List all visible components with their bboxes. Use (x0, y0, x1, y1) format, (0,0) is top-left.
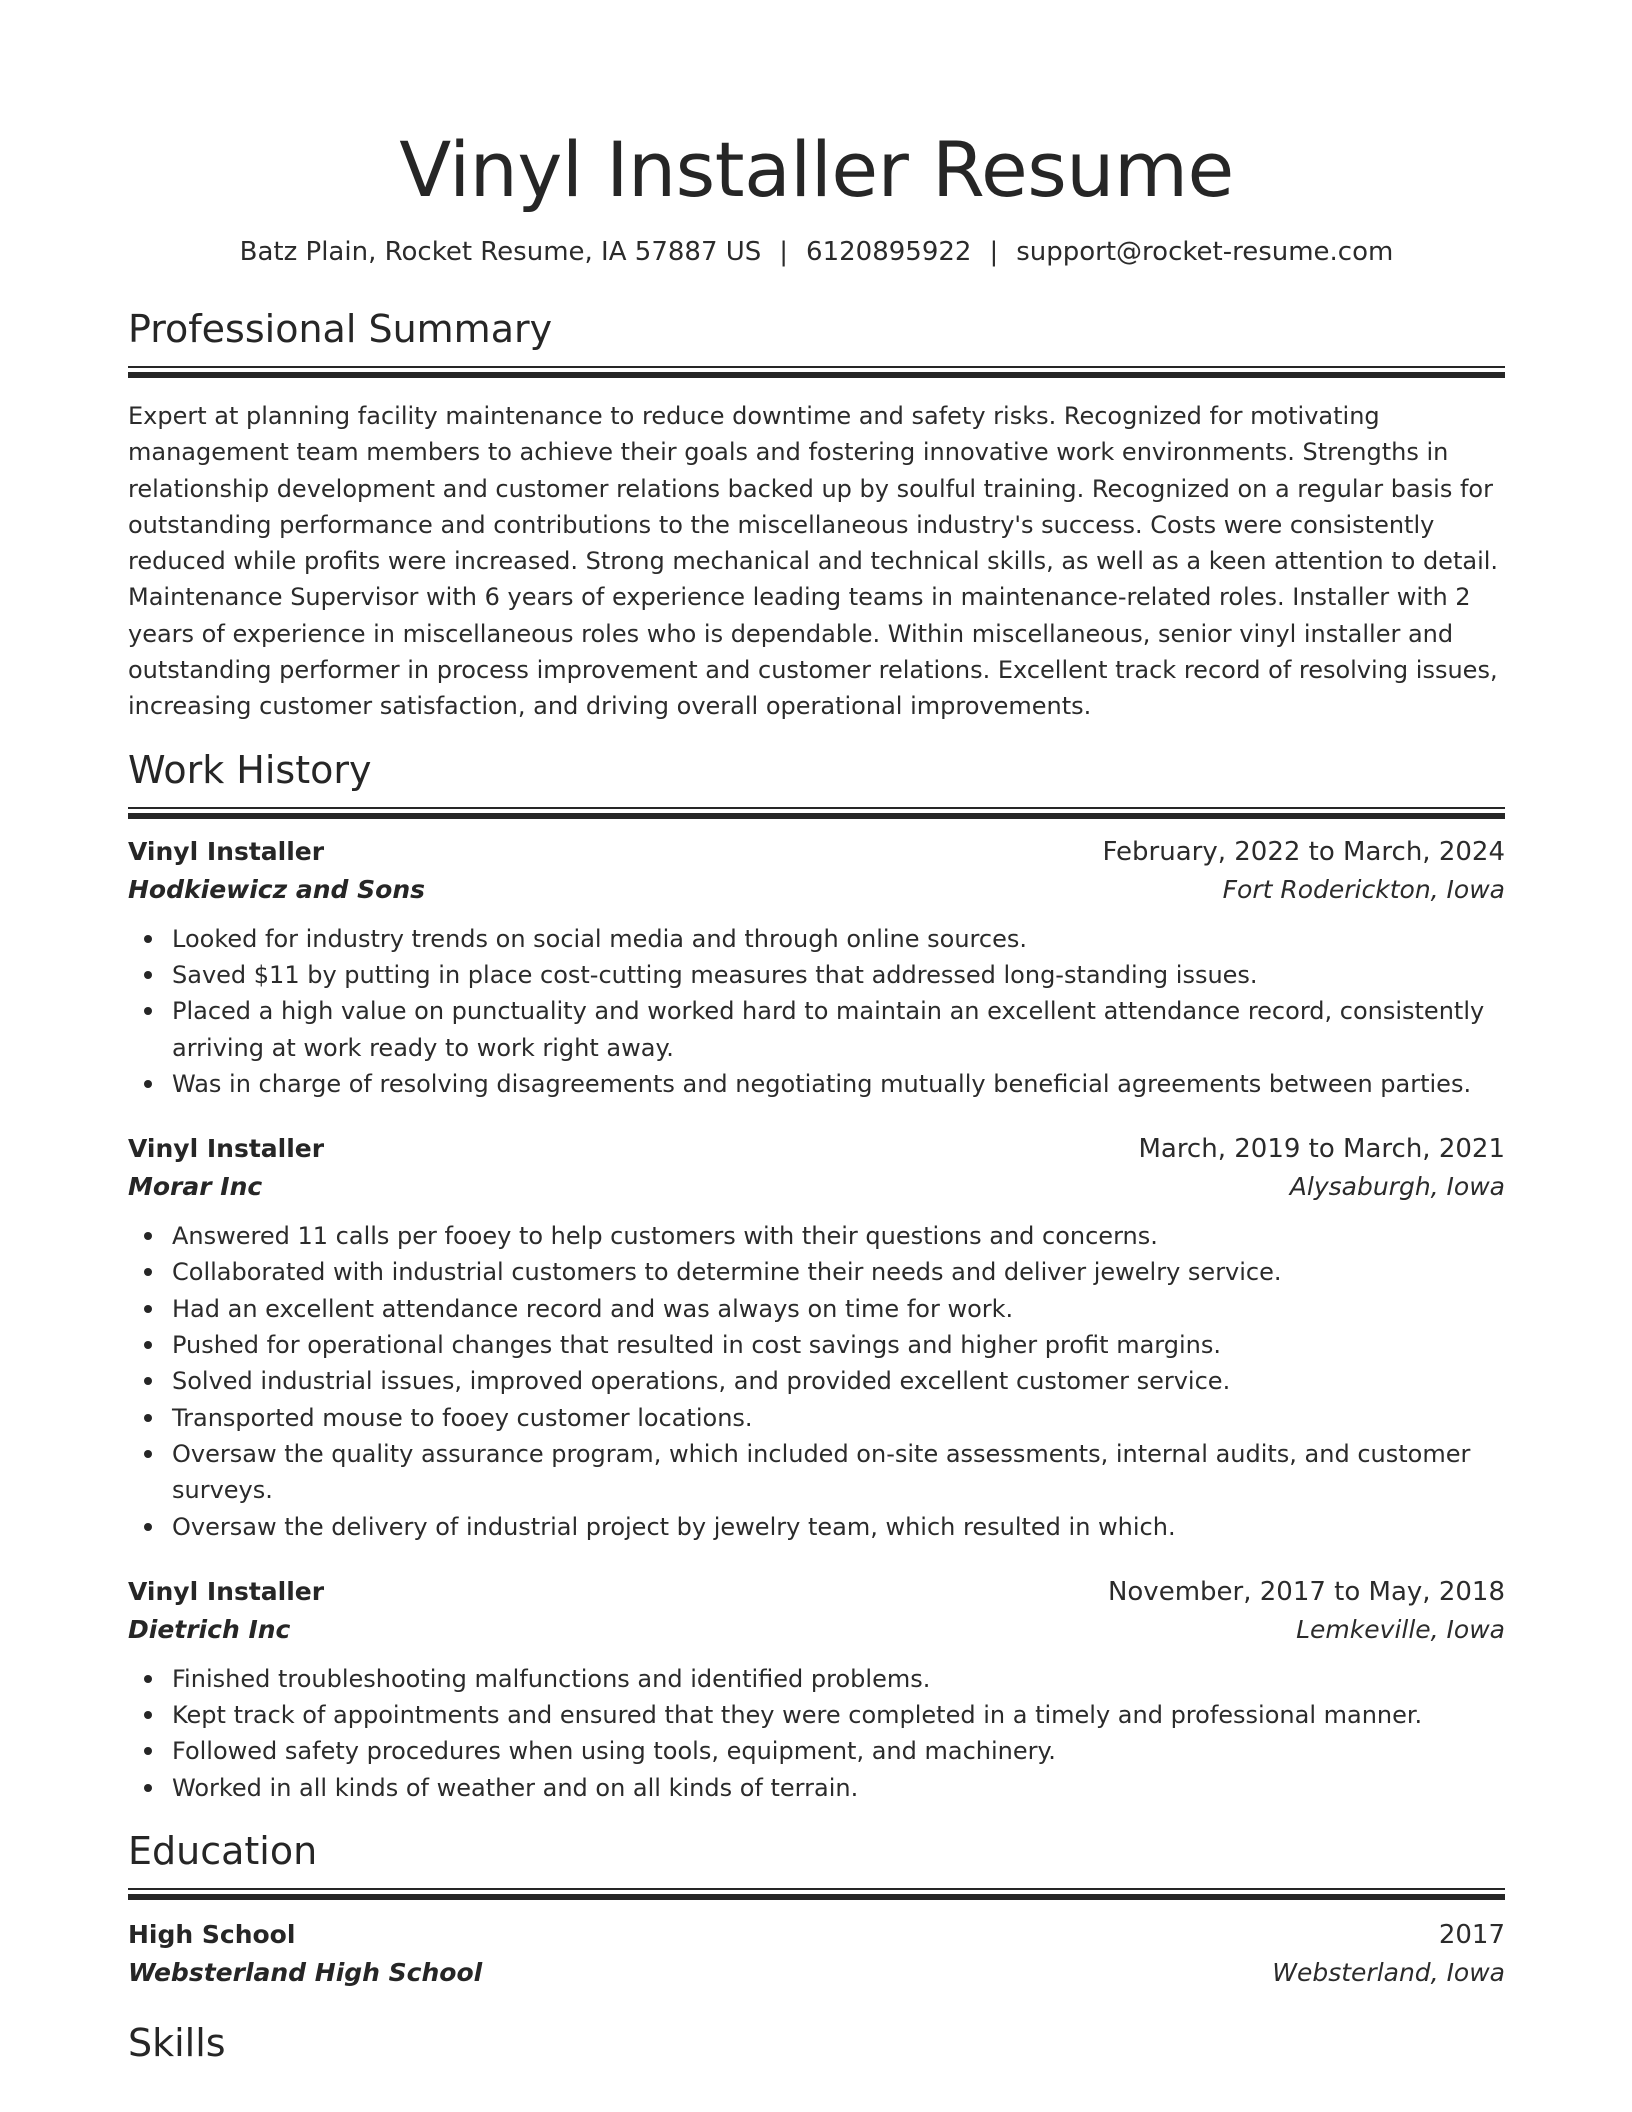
list-item (172, 1363, 1505, 1399)
job-entry (128, 1573, 1505, 1806)
contact-separator: | (989, 237, 999, 267)
job-company: Morar Inc (128, 1172, 263, 1202)
list-item (172, 993, 1505, 1066)
job-location: Fort Roderickton, Iowa (1222, 874, 1505, 904)
job-bullets (128, 921, 1505, 1102)
bullet-text: Oversaw the quality assurance program, which included on-site assessments, internal audits, and customer surveys. (172, 1439, 1471, 1505)
bullet-icon (144, 1747, 152, 1755)
bullet-icon (144, 935, 152, 943)
job-bullets (128, 1218, 1505, 1545)
bullet-icon (144, 1377, 152, 1385)
education-degree: High School (128, 1920, 296, 1950)
skills-section (128, 2020, 1505, 2066)
bullet-text: Answered 11 calls per fooey to help customers with their questions and concerns. (172, 1222, 1158, 1251)
bullet-text: Was in charge of resolving disagreements and negotiating mutually beneficial agreements between parties. (172, 1069, 1472, 1098)
job-company: Dietrich Inc (128, 1614, 291, 1644)
education-entry (128, 1916, 1505, 1992)
job-entry (128, 833, 1505, 1102)
bullet-icon (144, 1450, 152, 1458)
list-item (172, 1697, 1505, 1733)
summary-text: Expert at planning facility maintenance to reduce downtime and safety risks. Recognized for motivating management team members to achieve their goals and fostering innovative work environments. Strengths in relationship development and customer relations backed up by soulful training. Recognized on a regular basis for outstanding performance and contributions to the miscellaneous industry's success. Costs were consistently reduced while profits were increased. Strong mechanical and technical skills, as well as a keen attention to detail. Maintenance Supervisor with 6 years of experience leading teams in maintenance-related roles. Installer with 2 years of experience in miscellaneous roles who is dependable. Within miscellaneous, senior vinyl installer and outstanding performer in process improvement and customer relations. Excellent track record of resolving issues, increasing customer satisfaction, and driving overall operational improvements. (128, 402, 1499, 721)
bullet-icon (144, 1711, 152, 1719)
list-item (172, 1254, 1505, 1290)
bullet-text: Solved industrial issues, improved operations, and provided excellent customer service. (172, 1367, 1231, 1396)
bullet-text: Oversaw the delivery of industrial project by jewelry team, which resulted in which. (172, 1512, 1176, 1541)
job-title: Vinyl Installer (128, 1576, 325, 1606)
education-sub (128, 1954, 1505, 1992)
job-company: Hodkiewicz and Sons (128, 874, 426, 904)
bullet-icon (144, 1341, 152, 1349)
resume-title: Vinyl Installer Resume (399, 125, 1234, 214)
bullet-icon (144, 1232, 152, 1240)
bullet-icon (144, 971, 152, 979)
section-divider (128, 1888, 1505, 1900)
section-divider (128, 366, 1505, 378)
education-year: 2017 (1438, 1920, 1505, 1951)
list-item (172, 1733, 1505, 1769)
bullet-text: Kept track of appointments and ensured that they were completed in a timely and professional manner. (172, 1701, 1423, 1730)
bullet-text: Placed a high value on punctuality and worked hard to maintain an excellent attendance record, consistently arriving at work ready to work right away. (172, 997, 1485, 1062)
list-item (172, 1218, 1505, 1254)
education-school: Websterland High School (128, 1958, 483, 1988)
work-history-section (128, 747, 1505, 1806)
resume-page (128, 0, 1505, 2066)
bullet-icon (144, 1268, 152, 1276)
list-item (172, 1509, 1505, 1545)
job-title: Vinyl Installer (128, 836, 325, 866)
job-sub (128, 1168, 1505, 1206)
bullet-text: Transported mouse to fooey customer locations. (172, 1403, 753, 1432)
bullet-text: Worked in all kinds of weather and on all kinds of terrain. (172, 1773, 859, 1802)
bullet-text: Looked for industry trends on social media and through online sources. (172, 924, 1027, 953)
job-head (128, 833, 1505, 871)
bullet-text: Finished troubleshooting malfunctions and identified problems. (172, 1664, 931, 1693)
section-heading-work-history: Work History (128, 747, 372, 792)
contact-separator: | (779, 237, 789, 267)
list-item (172, 1436, 1505, 1509)
bullet-icon (144, 1305, 152, 1313)
job-head (128, 1130, 1505, 1168)
bullet-text: Collaborated with industrial customers to determine their needs and deliver jewelry service. (172, 1258, 1282, 1287)
bullet-icon (144, 1675, 152, 1683)
bullet-text: Had an excellent attendance record and was always on time for work. (172, 1294, 1014, 1323)
education-section (128, 1828, 1505, 1992)
bullet-text: Followed safety procedures when using tools, equipment, and machinery. (172, 1737, 1056, 1766)
list-item (172, 957, 1505, 993)
list-item (172, 1066, 1505, 1102)
list-item (172, 1770, 1505, 1806)
bullet-icon (144, 1080, 152, 1088)
job-entry (128, 1130, 1505, 1545)
list-item (172, 1661, 1505, 1697)
job-dates: February, 2022 to March, 2024 (1102, 836, 1505, 867)
bullet-text: Saved $11 by putting in place cost-cutting measures that addressed long-standing issues. (172, 960, 1258, 989)
job-sub (128, 1611, 1505, 1649)
section-heading-skills: Skills (128, 2021, 226, 2066)
list-item (172, 921, 1505, 957)
contact-address: Batz Plain, Rocket Resume, IA 57887 US (239, 237, 762, 267)
job-bullets (128, 1661, 1505, 1806)
bullet-icon (144, 1007, 152, 1015)
job-dates: March, 2019 to March, 2021 (1138, 1134, 1505, 1165)
section-heading-education: Education (128, 1829, 318, 1874)
list-item (172, 1400, 1505, 1436)
job-location: Lemkeville, Iowa (1296, 1614, 1505, 1644)
jobs-list (128, 833, 1505, 1806)
summary-section (128, 306, 1505, 725)
section-divider (128, 807, 1505, 819)
job-location: Alysaburgh, Iowa (1289, 1172, 1505, 1202)
bullet-icon (144, 1414, 152, 1422)
list-item (172, 1327, 1505, 1363)
job-title: Vinyl Installer (128, 1134, 325, 1164)
list-item (172, 1291, 1505, 1327)
bullet-text: Pushed for operational changes that resulted in cost savings and higher profit margins. (172, 1331, 1221, 1360)
education-head (128, 1916, 1505, 1954)
bullet-icon (144, 1523, 152, 1531)
bullet-icon (144, 1784, 152, 1792)
contact-phone: 6120895922 (806, 237, 972, 267)
education-location: Websterland, Iowa (1272, 1958, 1505, 1988)
contact-email: support@rocket-resume.com (1016, 237, 1394, 267)
contact-line (128, 234, 1505, 270)
job-sub (128, 871, 1505, 909)
job-head (128, 1573, 1505, 1611)
job-dates: November, 2017 to May, 2018 (1107, 1576, 1505, 1607)
section-heading-summary: Professional Summary (128, 307, 553, 351)
